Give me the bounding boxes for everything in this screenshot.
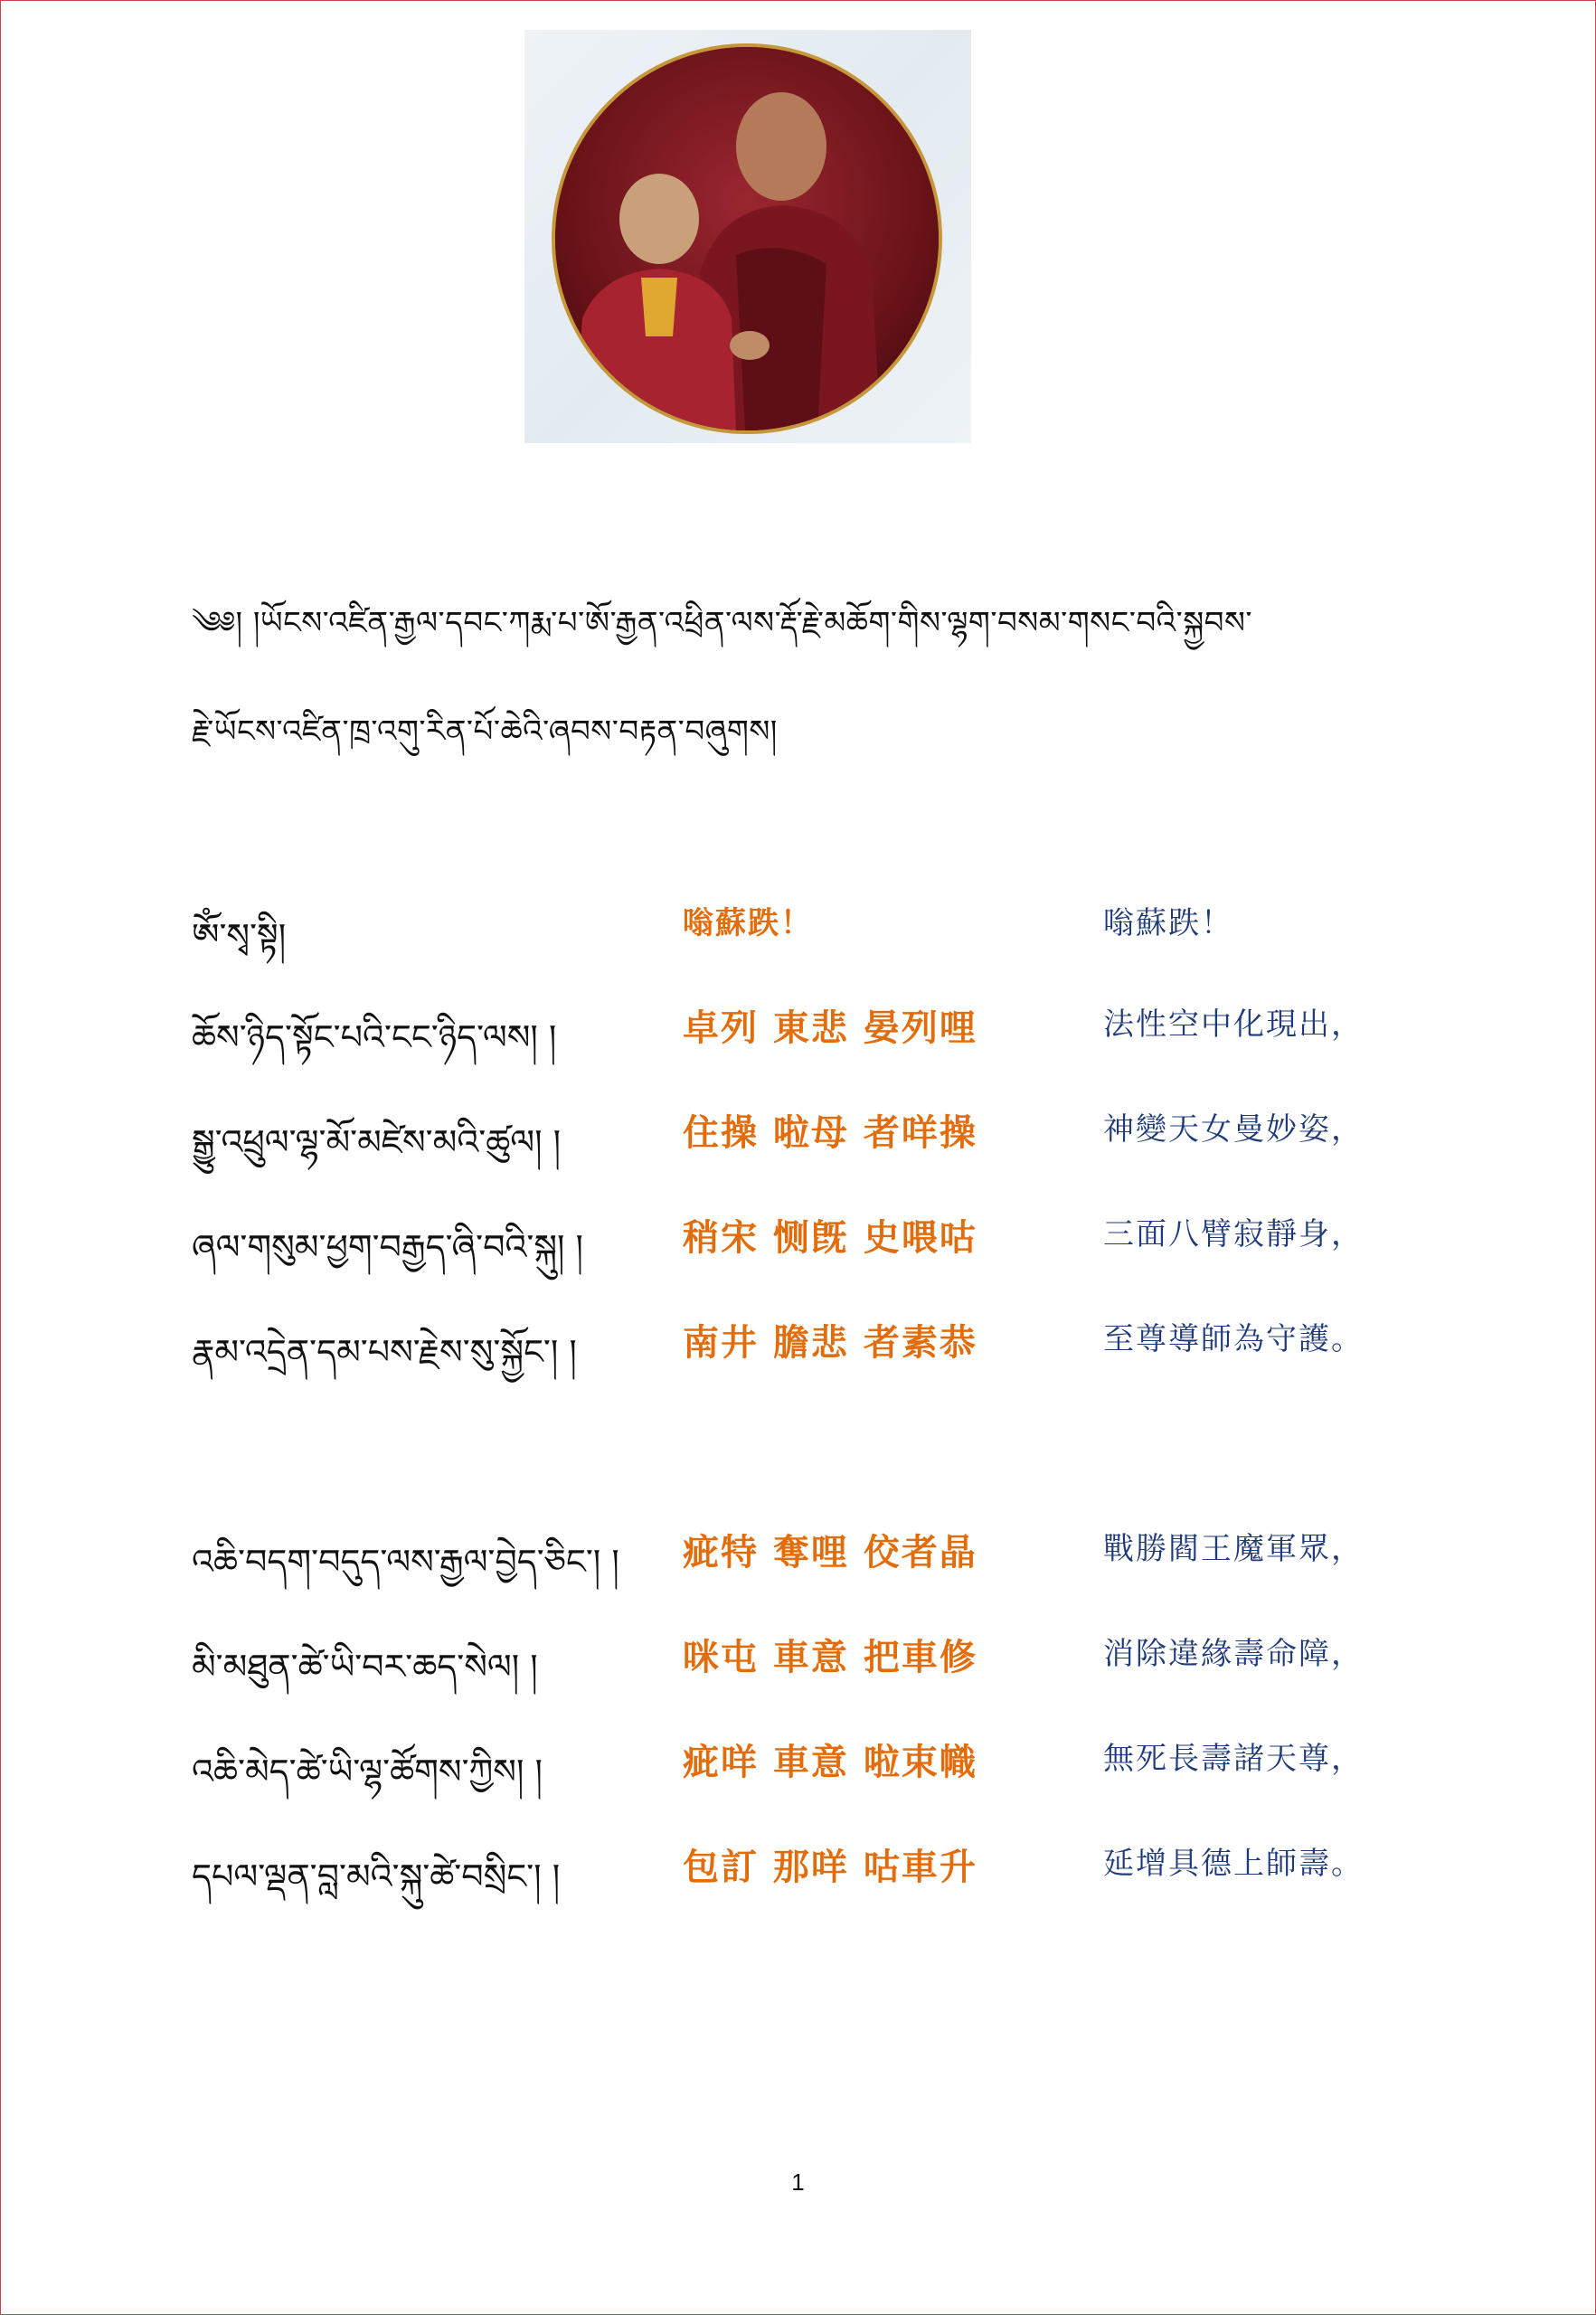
phonetic-text: 疵特 奪哩 佼者晶: [683, 1532, 977, 1573]
portrait-circle: [552, 43, 942, 434]
heading-line-2: རྗེ་ཡོངས་འཛིན་ཁྲ་འགུ་རིན་པོ་ཆེའི་ཞབས་བརྟན་བཞུགས།: [192, 713, 778, 750]
phonetic-text: 南井 膽悲 者素恭: [683, 1322, 977, 1364]
tibetan-text: རྣམ་འདྲེན་དམ་པས་རྗེས་སུ་སྐྱོང་། །: [192, 1332, 577, 1372]
translation-text: 消除違緣壽命障，: [1103, 1636, 1364, 1672]
translation-text: 嗡蘇跌！: [1103, 905, 1233, 941]
phonetic-text: 稍宋 恻旣 史喂咕: [683, 1217, 977, 1259]
page-number: 1: [791, 2169, 805, 2196]
verse-line: [0, 1524, 1596, 1587]
phonetic-text: 卓列 東悲 晏列哩: [683, 1007, 977, 1049]
phonetic-text: 嗡蘇跌！: [683, 905, 813, 941]
invocation-row: [0, 898, 1596, 961]
translation-text: 神變天女曼妙姿，: [1103, 1111, 1364, 1148]
tibetan-text: འཆི་བདག་བདུད་ལས་རྒྱལ་བྱེད་ཅིང་། །: [192, 1542, 619, 1582]
portrait-illustration: [555, 47, 939, 430]
verse-line: [0, 1734, 1596, 1797]
translation-text: 法性空中化現出，: [1103, 1006, 1364, 1043]
translation-text: 延增具德上師壽。: [1103, 1846, 1364, 1882]
tibetan-text: ཞལ་གསུམ་ཕྱག་བརྒྱད་ཞི་བའི་སྐུ། །: [192, 1227, 583, 1267]
heading-line-1: ༄༅། །ཡོངས་འཛིན་རྒྱལ་དབང་ཀརྨ་པ་ཨོ་རྒྱན་འཕྲིན་ལས་རྡོ་རྗེ་མཆོག་གིས་ལྷག་བསམ་གསང་བའི་སྐྱབས་: [192, 605, 1253, 641]
translation-text: 無死長壽諸天尊，: [1103, 1741, 1364, 1777]
translation-text: 至尊導師為守護。: [1103, 1321, 1364, 1357]
tibetan-text: མི་མཐུན་ཚེ་ཡི་བར་ཆད་སེལ། །: [192, 1647, 538, 1687]
tibetan-text: ཆོས་ཉིད་སྟོང་པའི་ངང་ཉིད་ལས། །: [192, 1017, 557, 1057]
phonetic-text: 疵咩 車意 啦束幟: [683, 1742, 977, 1783]
tibetan-text: དཔལ་ལྡན་བླ་མའི་སྐུ་ཚེ་བསྲིང་། །: [192, 1857, 561, 1896]
translation-text: 三面八臂寂靜身，: [1103, 1216, 1364, 1252]
tibetan-text: སྒྱུ་འཕྲུལ་ལྷ་མོ་མཛེས་མའི་ཚུལ། །: [192, 1122, 562, 1162]
verse-line: [0, 1629, 1596, 1692]
verse-line: [0, 1838, 1596, 1902]
translation-text: 戰勝閻王魔軍眾，: [1103, 1531, 1364, 1567]
tibetan-text: འཆི་མེད་ཚེ་ཡི་ལྷ་ཚོགས་ཀྱིས། །: [192, 1752, 543, 1791]
phonetic-text: 住操 啦母 者咩操: [683, 1112, 977, 1154]
verse-line: [0, 1314, 1596, 1377]
portrait-photo: [524, 30, 971, 443]
verse-line: [0, 1209, 1596, 1272]
tibetan-text: ཨོཾ་སྭ་སྟི།: [192, 916, 287, 956]
verse-line: [0, 1104, 1596, 1167]
phonetic-text: 咪屯 車意 把車修: [683, 1637, 977, 1678]
phonetic-text: 包訂 那咩 咕車升: [683, 1847, 977, 1888]
verse-line: [0, 999, 1596, 1063]
